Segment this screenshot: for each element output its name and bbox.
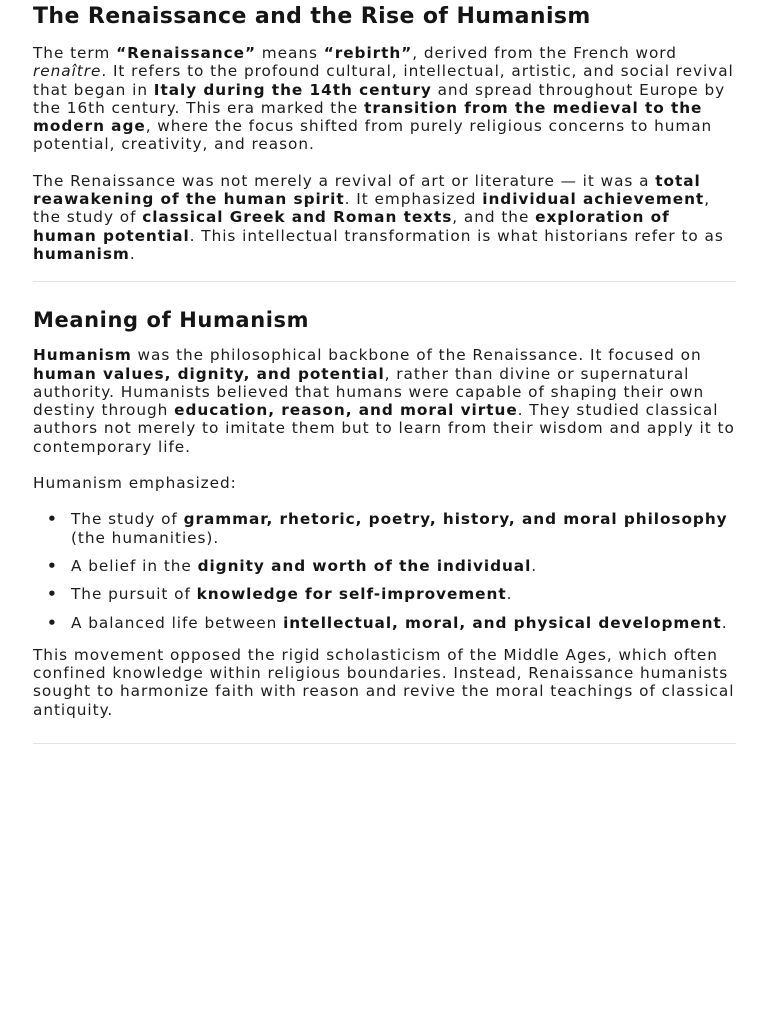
text: .: [721, 613, 728, 632]
list-item: [47, 613, 736, 632]
text: , derived from the French word: [412, 44, 677, 62]
text: , and the: [452, 208, 536, 227]
bold-text: Humanism: [33, 346, 132, 365]
text: , where the focus shifted from purely religious concerns to human potential, creativity, and reason.: [33, 117, 713, 154]
text: , rather than divine or supernatural authority. Humanists believed that humans were capable of shaping their own destiny through: [33, 364, 705, 420]
bold-text: Italy during the 14th century: [153, 80, 432, 99]
text: . This intellectual transformation is what historians refer to as: [189, 226, 724, 245]
section-divider: [33, 743, 736, 744]
paragraph-humanism-definition: [33, 346, 736, 456]
bold-text: classical Greek and Roman texts: [142, 208, 453, 227]
list-item: [47, 556, 736, 575]
bold-text: transition from the medieval to the modern age: [33, 98, 703, 136]
bold-text: knowledge for self-improvement: [196, 585, 507, 604]
text: .: [531, 556, 538, 575]
bold-text: total reawakening of the human spirit: [33, 171, 701, 209]
text: and spread throughout Europe by the 16th century. This era marked the: [33, 80, 726, 117]
section-title-renaissance: The Renaissance and the Rise of Humanism: [33, 4, 591, 29]
bullet-icon: •: [47, 556, 58, 575]
text: . It emphasized: [344, 190, 483, 209]
text: (the humanities).: [71, 528, 220, 547]
text: The term: [33, 44, 117, 62]
bold-text: “rebirth”: [323, 44, 413, 62]
section-title-meaning-of-humanism: Meaning of Humanism: [33, 308, 310, 333]
bold-text: human values, dignity, and potential: [33, 364, 385, 383]
list-item: [47, 585, 736, 604]
bold-text: individual achievement: [482, 190, 705, 209]
text: means: [256, 44, 324, 62]
bold-text: dignity and worth of the individual: [197, 556, 532, 575]
paragraph-renaissance-definition: [33, 44, 736, 154]
text: The Renaissance was not merely a revival of art or literature — it was a: [33, 171, 656, 190]
text: . They studied classical authors not merely to imitate them but to learn from their wisdom and apply it to contemporary life.: [33, 401, 735, 456]
section-divider: [33, 281, 736, 282]
bold-text: “Renaissance”: [116, 44, 256, 62]
bullet-icon: •: [47, 510, 58, 529]
list-item: [47, 510, 736, 547]
text: A belief in the: [71, 556, 198, 575]
text: A balanced life between: [71, 613, 284, 632]
paragraph-renaissance-spirit: [33, 172, 736, 263]
bullet-icon: •: [47, 585, 58, 604]
list-intro: Humanism emphasized:: [33, 474, 237, 493]
text: was the philosophical backbone of the Renaissance. It focused on: [131, 346, 702, 365]
bold-text: humanism: [33, 244, 130, 263]
bold-text: exploration of human potential: [33, 208, 670, 245]
text: The pursuit of: [71, 585, 197, 604]
bold-text: grammar, rhetoric, poetry, history, and moral philosophy: [183, 510, 728, 529]
text: . It refers to the profound cultural, intellectual, artistic, and social revival that began in: [33, 62, 734, 99]
bullet-icon: •: [47, 613, 58, 632]
humanism-emphasis-list: [33, 510, 736, 631]
text: , the study of: [33, 190, 711, 227]
bold-text: intellectual, moral, and physical development: [283, 613, 722, 632]
italic-text: renaître: [33, 62, 102, 81]
text: .: [129, 244, 136, 263]
text: The study of: [71, 510, 184, 529]
bold-text: education, reason, and moral virtue: [174, 401, 518, 420]
text: .: [506, 585, 513, 604]
paragraph-scholasticism: This movement opposed the rigid scholasticism of the Middle Ages, which often confined knowledge within religious boundaries. Instead, Renaissance humanists sought to harmonize faith with reason and revive the moral teachings of classical antiquity.: [33, 645, 735, 719]
